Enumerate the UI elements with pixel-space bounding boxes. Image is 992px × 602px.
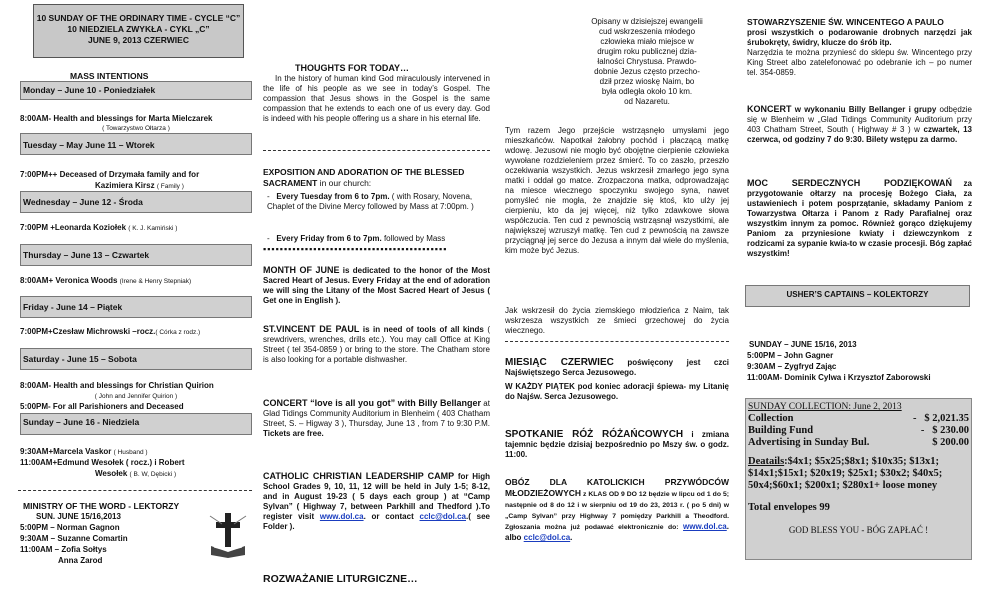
ministry-lector-3: 11:00AM – Zofia Sołtys	[20, 545, 107, 554]
intention-sunday-2-name: Wesołek ( B. W, Dębicki )	[95, 469, 177, 478]
header-line-3: JUNE 9, 2013 CZERWIEC	[88, 35, 189, 45]
koncert-notice: KONCERT w wykonaniu Billy Bellanger i grupy odbędzie się w Blenheim w „Glad Tidings Community Auditorium przy 403 Chatham Street, South ( Highway # 3 ) w czwartek, 13 czerwca, od godziny 7 do 9:30. Bilety wstępu za darmo.	[747, 104, 972, 144]
st-vincent-de-paul: ST.VINCENT DE PAUL is in need of tools of all kinds ( srewdrivers, wrenches, drills etc.). You may call Office at King Street ( tel 354-0859 ) or bring to the store. The Chatham store is also looking for a portable dishwasher.	[263, 324, 490, 364]
intention-tuesday-name: Kazimiera Kirsz ( Family )	[95, 181, 184, 190]
collection-row-2: Building Fund - $ 230.00	[748, 425, 969, 436]
oboz-notice: OBÓZ DLA KATOLICKICH PRZYWÓDCÓW MŁODZIEŻOWYCH z KLAS OD 9 DO 12 będzie w lipcu od 1 do 5; następnie od 8 do 12 i w sierpniu od 19 do 23, 2013 r. ( po 5 dni) w „Camp Sylvan” przy Highway 7 pomiędzy Parkhill a Theodford. Zgłoszania można już podawać elektronicznie do: www.dol.ca. albo cclc@dol.ca.	[505, 477, 729, 542]
link-cclc-pl[interactable]: cclc@dol.ca	[523, 533, 571, 542]
collection-envelopes: Total envelopes 99	[748, 502, 830, 513]
intention-sunday-2: 11:00AM+Edmund Wesołek ( rocz.) i Robert	[20, 458, 185, 467]
exposition-item-1: - Every Tuesday from 6 to 7pm. ( with Rosary, Novena, Chaplet of the Divine Mercy followed by Mass at 7:00pm. )	[267, 192, 474, 211]
exposition-title: EXPOSITION AND ADORATION OF THE BLESSED SACRAMENT in our church:	[263, 167, 465, 188]
intention-wednesday: 7:00PM +Leonarda Koziołek ( K. J. Kamiński )	[20, 223, 178, 232]
day-bar-friday: Friday - June 14 – Piątek	[20, 296, 252, 318]
spotkanie-rozancowych: SPOTKANIE RÓŻ RÓŻAŃCOWYCH i zmiana tajemnic będzie dzisiaj bezpośrednio po Mszy św. o godz. 11:00.	[505, 429, 729, 459]
divider-2	[505, 341, 729, 342]
leadership-camp: CATHOLIC CHRISTIAN LEADERSHIP CAMP for High School Grades 9, 10, 11, 12 will be held in July 1-5; 8-12, and in August 19-23 ( 5 days each group ) at “Camp Sylvan” ( Highway 7, between Parkhill and Thedford ).To register visit www.dol.ca. or contact cclc@dol.ca.( see Folder ).	[263, 471, 490, 531]
collection-row-1: Collection - $ 2,021.35	[748, 413, 969, 424]
day-bar-tuesday: Tuesday – May June 11 – Wtorek	[20, 133, 252, 155]
collection-row-3: Advertising in Sunday Bul. $ 200.00	[748, 437, 969, 448]
ministry-box	[18, 490, 252, 597]
gospel-reflection-end: Jak wskrzesił do życia ziemskiego młodzieńca z Naim, tak wskrzesza wszystkich ze śmieci grzechowej do życia wiecznego.	[505, 306, 729, 335]
podziekowania: MOC SERDECZNYCH PODZIĘKOWAŃ za przygotowanie ołtarzy na procesję Bożego Ciała, za ustawieniech i potem posprzątanie, składamy Paniom z Towarzystwa Ołtarza i Panom z Rady Parafialnej oraz wszystkim innym za pomoc. Również gorąco dziękujemy Paniom za przyniesione kwiaty i dziewczynkom z rodzicami za sypanie kwia-to w czasie procesji. Bóg zapłać wszystkim!	[747, 178, 973, 258]
thoughts-text: In the history of human kind God miraculously intervened in the life of his people as we see in today’s Gospel. The compassion that Jesus shows in the Gospel is the same compassion that he extends to each one of us every day. God is indeed with his people offering us a share in his eternal life.	[263, 74, 490, 123]
gospel-reflection: Tym razem Jego przejście wstrząsnęło umysłami jego mieszkańców. Napotkał żałobny pochód i płaczącą matkę wdowę. Jezusowi nie mogło być obojętne cierpienie człowieka wywołane rozdzieleniem przez śmierć. To co zaszło, przeszło oczekiwania wszystkich. Jezus wskrzesił zmarłego jego syna matki i oddał go matce. Zrozpaczona matka, odprowadzając na miesce wiecznego spoczynku swojego syna, nawet pomyśleć nie mogła, że znajdzie się ktoś, kto ulży jej cierpieniu, kto da jej więcej, niż tylko zdawkowe słowa współczucia. Ten cud z pewnością wstrząsnął wszystkimi, ale największej wzruszył matkę. Ten cud z pewnością na zawsze przyciągnął jej serce do Jezusa a innym dał wiele do myślenia, kim może być Jezus.	[505, 126, 729, 255]
ushers-date: SUNDAY – JUNE 15/16, 2013	[749, 340, 857, 349]
intention-sunday-1: 9:30AM+Marcela Vaskor ( Husband )	[20, 447, 148, 456]
intention-monday: 8:00AM- Health and blessings for Marta Mielczarek	[20, 114, 213, 123]
intention-monday-sponsor: ( Towarzystwo Ołtarza )	[102, 125, 170, 132]
miesiac-czerwiec: MIESIĄC CZERWIEC poświęcony jest czci Najświętszego Serca Jezusowego.	[505, 357, 729, 377]
god-bless: GOD BLESS YOU - BÓG ZAPŁAĆ !	[788, 525, 929, 535]
intention-saturday-1: 8:00AM- Health and blessings for Christian Quirion	[20, 381, 214, 390]
day-bar-saturday: Saturday - June 15 – Sobota	[20, 348, 252, 370]
thoughts-title: THOUGHTS FOR TODAY…	[295, 63, 410, 73]
stowarzyszenie-title: STOWARZYSZENIE ŚW. WINCENTEGO A PAULO	[747, 17, 944, 27]
intention-saturday-2: 5:00PM- For all Parishioners and Deceased	[20, 402, 184, 411]
collection-details: Deatails:$4x1; $5x25;$8x1; $10x35; $13x1; $14x1;$15x1; $20x19; $25x1; $30x2; $40x5; 50x4;$60x1; $200x1; $280x1+ loose money	[748, 456, 943, 491]
concert-notice: CONCERT “love is all you got” with Billy Bellanger at Glad Tidings Community Auditorium in Blenheim ( 403 Chatham Street, S. – Higway 3 ), Thursday, June 13 , from 7 to 9:30 P.M. Tickets are free.	[263, 398, 490, 438]
ministry-date: SUN. JUNE 15/16,2013	[36, 512, 121, 521]
poem-block: Opisany w dzisiejszej ewangelii cud wskrzeszenia młodego człowieka miało miejsce w drugim roku publicznej dzia- łalności Chrystusa. Prawdo- dobnie Jezus często przecho- dził przez wioskę Naim, bo była odległa około 10 km. od Nazaretu.	[591, 17, 703, 106]
dotted-divider: ▪▪▪▪▪▪▪▪▪▪▪▪▪▪▪▪▪▪▪▪▪▪▪▪▪▪▪▪▪▪▪▪▪▪▪▪▪▪▪▪▪▪▪▪	[263, 244, 448, 254]
usher-1: 5:00PM – John Gagner	[747, 351, 834, 360]
intention-saturday-sponsor: ( John and Jennifer Quirion )	[94, 393, 178, 400]
miesiac-piatek: W KAŻDY PIĄTEK pod koniec adoracji śpiewa- my Litanię do Najśw. Serca Jezusowego.	[505, 382, 729, 401]
rozwazanie-title: ROZWAŻANIE LITURGICZNE…	[263, 573, 418, 585]
ministry-lector-4: Anna Zarod	[58, 556, 103, 565]
intention-friday: 7:00PM+Czesław Michrowski –rocz.( Córka z rodz.)	[20, 327, 201, 336]
collection-box	[745, 398, 972, 560]
usher-2: 9:30AM – Zygfryd Zając	[747, 362, 837, 371]
stowarzyszenie-text: Narzędzia te można przyniesć do sklepu św. Wincentego przy King Street albo zatelefonować po odebranie ich – po numer tel. 354-0859.	[747, 48, 972, 77]
stowarzyszenie-request: prosi wszystkich o podarowanie drobnych narzędzi jak śrubokręty, świdry, klucze do śrób itp.	[747, 28, 972, 47]
link-dol-pl[interactable]: www.dol.ca	[683, 522, 727, 531]
collection-title: SUNDAY COLLECTION: June 2, 2013	[748, 402, 902, 412]
intention-thursday: 8:00AM+ Veronica Woods (Irene & Henry Stepniak)	[20, 276, 192, 285]
divider-1	[263, 150, 490, 151]
link-dol[interactable]: www.dol.ca	[319, 512, 364, 521]
cross-bible-icon	[208, 510, 248, 558]
exposition-item-2: - Every Friday from 6 to 7pm. followed by Mass	[267, 234, 446, 243]
ministry-lector-2: 9:30AM – Suzanne Comartin	[20, 534, 128, 543]
header-line-1: 10 SUNDAY OF THE ORDINARY TIME - CYCLE “C”	[36, 13, 241, 23]
mass-intentions-title: MASS INTENTIONS	[70, 71, 149, 81]
ushers-bar: USHER’S CAPTAINS – KOLEKTORZY	[745, 285, 970, 307]
intention-tuesday: 7:00PM++ Deceased of Drzymała family and for	[20, 170, 200, 179]
usher-3: 11:00AM- Dominik Cylwa i Krzysztof Zaborowski	[747, 373, 931, 382]
day-bar-sunday: Sunday – June 16 - Niedziela	[20, 413, 252, 435]
ministry-lector-1: 5:00PM – Norman Gagnon	[20, 523, 120, 532]
day-bar-wednesday: Wednesday – June 12 - Środa	[20, 191, 252, 213]
day-bar-monday: Monday – June 10 - Poniedziałek	[20, 81, 252, 100]
link-cclc[interactable]: cclc@dol.ca	[419, 512, 466, 521]
day-bar-thursday: Thursday – June 13 – Czwartek	[20, 244, 252, 266]
month-of-june: MONTH OF JUNE is dedicated to the honor of the Most Sacred Heart of Jesus. Every Friday at the end of adoration we will sing the Litany of the Most Sacred Heart of Jesus ( Get one in English ).	[263, 265, 490, 305]
bulletin-header	[33, 4, 244, 58]
ministry-title: MINISTRY OF THE WORD - LEKTORZY	[23, 501, 180, 511]
header-line-2: 10 NIEDZIELA ZWYKŁA - CYKL „C”	[67, 24, 210, 34]
